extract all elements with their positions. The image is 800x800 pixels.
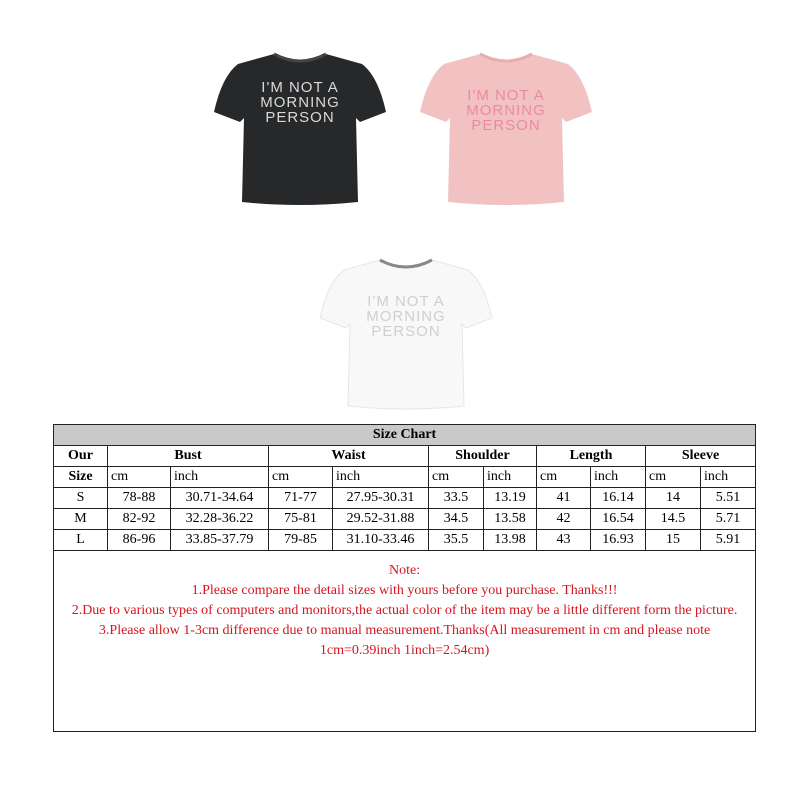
size-chart-title: Size Chart [54, 425, 756, 446]
white-shirt-print [318, 294, 494, 339]
unit-cell: inch [333, 467, 429, 488]
value-cell: 32.28-36.22 [171, 509, 269, 530]
value-cell: 35.5 [429, 530, 484, 551]
sleeve-header: Sleeve [646, 446, 756, 467]
unit-cell: inch [484, 467, 537, 488]
note-item: 3.Please allow 1-3cm difference due to manual measurement.Thanks(All measurement in cm and please note 1cm=0.39inch 1inch=2.54cm) [98, 623, 711, 658]
table-row [54, 488, 756, 509]
value-cell: 42 [537, 509, 591, 530]
unit-cell: inch [701, 467, 756, 488]
white-tshirt-image [318, 258, 494, 410]
value-cell: 13.58 [484, 509, 537, 530]
value-cell: 5.71 [701, 509, 756, 530]
waist-header: Waist [269, 446, 429, 467]
value-cell: 29.52-31.88 [333, 509, 429, 530]
shirt-print-line: PERSON [471, 117, 541, 134]
measurement-group-row [54, 446, 756, 467]
shirt-print-line: MORNING [466, 102, 546, 119]
value-cell: 16.54 [591, 509, 646, 530]
note-item: 2.Due to various types of computers and monitors,the actual color of the item may be a little different form the picture. [71, 603, 738, 618]
value-cell: 82-92 [108, 509, 171, 530]
shirt-print-line: MORNING [366, 308, 446, 325]
our-size-label: Our [54, 446, 108, 467]
value-cell: 41 [537, 488, 591, 509]
unit-cell: cm [646, 467, 701, 488]
notes-row [54, 551, 756, 732]
value-cell: 34.5 [429, 509, 484, 530]
unit-cell: inch [591, 467, 646, 488]
note-item: 1.Please compare the detail sizes with yours before you purchase. Thanks!!! [191, 583, 618, 598]
shirt-print-line: PERSON [371, 323, 441, 340]
shoulder-header: Shoulder [429, 446, 537, 467]
value-cell: 13.98 [484, 530, 537, 551]
shirt-print-line: MORNING [260, 94, 340, 111]
value-cell: 30.71-34.64 [171, 488, 269, 509]
size-chart-title-row [54, 425, 756, 446]
unit-row [54, 467, 756, 488]
notes-section [54, 551, 756, 732]
shirt-print-line: I'M NOT A [467, 87, 545, 104]
value-cell: 33.85-37.79 [171, 530, 269, 551]
bust-header: Bust [108, 446, 269, 467]
value-cell: 75-81 [269, 509, 333, 530]
unit-cell: cm [269, 467, 333, 488]
value-cell: 27.95-30.31 [333, 488, 429, 509]
size-cell: M [54, 509, 108, 530]
value-cell: 86-96 [108, 530, 171, 551]
value-cell: 78-88 [108, 488, 171, 509]
value-cell: 14.5 [646, 509, 701, 530]
value-cell: 33.5 [429, 488, 484, 509]
shirt-print-line: PERSON [265, 109, 335, 126]
value-cell: 79-85 [269, 530, 333, 551]
size-cell: L [54, 530, 108, 551]
black-tshirt-image [212, 52, 388, 206]
value-cell: 31.10-33.46 [333, 530, 429, 551]
unit-cell: inch [171, 467, 269, 488]
value-cell: 16.93 [591, 530, 646, 551]
table-row [54, 509, 756, 530]
size-chart-table [53, 424, 756, 732]
value-cell: 13.19 [484, 488, 537, 509]
table-row [54, 530, 756, 551]
value-cell: 14 [646, 488, 701, 509]
note-heading: Note: [388, 563, 421, 578]
value-cell: 43 [537, 530, 591, 551]
value-cell: 71-77 [269, 488, 333, 509]
unit-cell: cm [429, 467, 484, 488]
length-header: Length [537, 446, 646, 467]
shirt-print-line: I'M NOT A [367, 293, 445, 310]
shirt-print-line: I'M NOT A [261, 79, 339, 96]
unit-cell: cm [537, 467, 591, 488]
value-cell: 16.14 [591, 488, 646, 509]
value-cell: 15 [646, 530, 701, 551]
size-label: Size [54, 467, 108, 488]
pink-shirt-print [418, 88, 594, 133]
unit-cell: cm [108, 467, 171, 488]
size-cell: S [54, 488, 108, 509]
pink-tshirt-image [418, 52, 594, 206]
black-shirt-print [212, 80, 388, 125]
value-cell: 5.51 [701, 488, 756, 509]
value-cell: 5.91 [701, 530, 756, 551]
